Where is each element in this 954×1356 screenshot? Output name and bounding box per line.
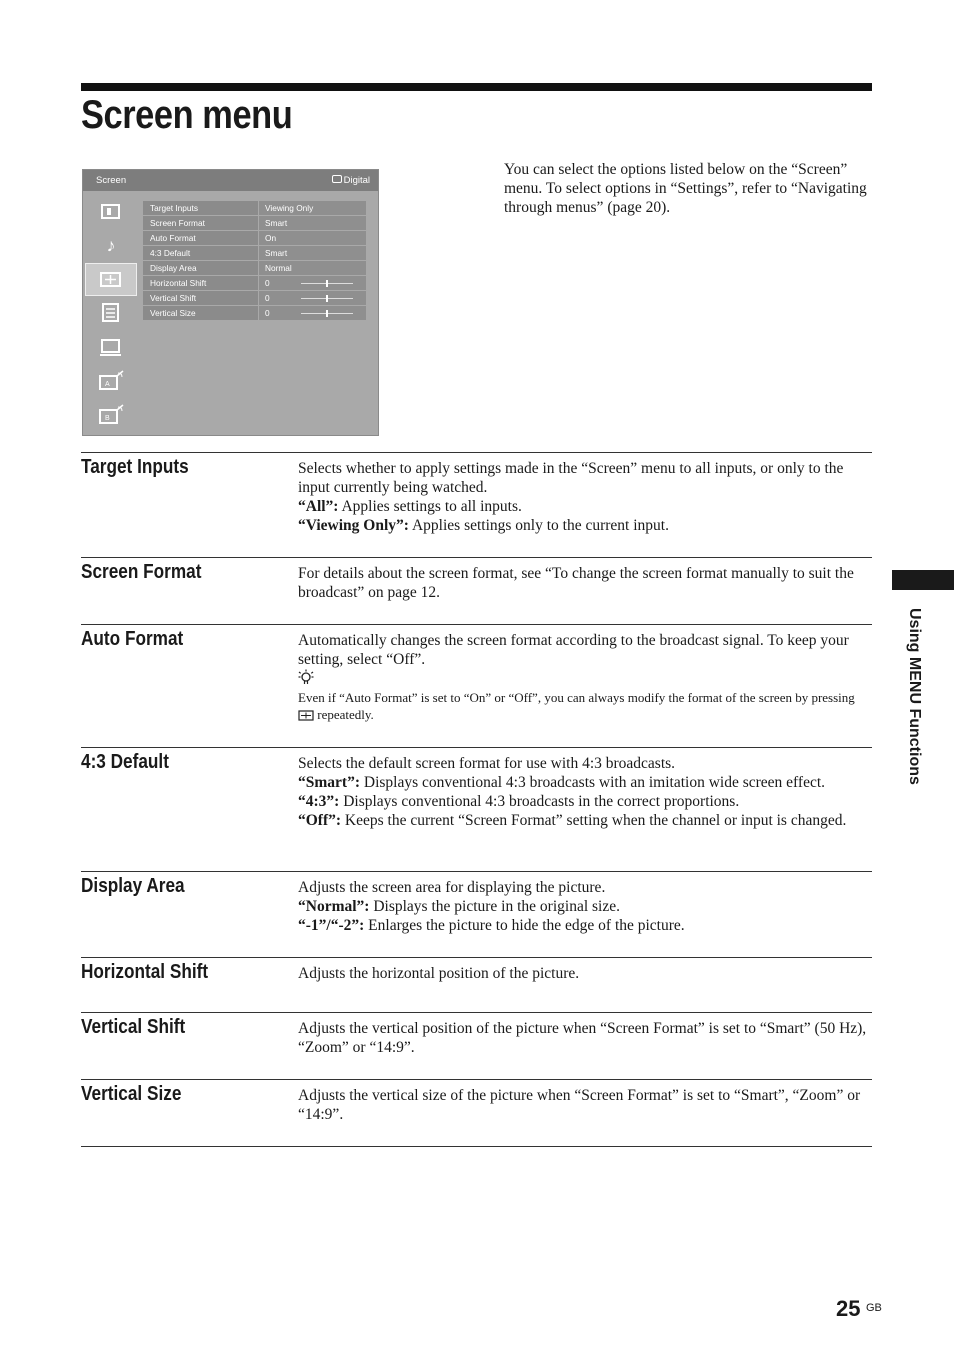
tv-row-name: Horizontal Shift [143,276,258,290]
sound-icon: ♪ [106,235,116,255]
entry-description [298,459,874,535]
tv-row-value: 0 [259,306,366,320]
tv-menu-source-label: Digital [343,175,370,186]
slider-thumb [326,310,328,317]
entry-text: For details about the screen format, see “To change the screen format manually to suit the broadcast” on page 12. [298,565,854,601]
svg-text:B: B [105,415,110,422]
entry-heading: Vertical Shift [81,1016,186,1038]
section-tab [892,570,954,590]
picture-icon [85,195,137,228]
tv-menu-row [143,231,366,245]
entry-heading: Display Area [81,875,185,897]
option-desc: Applies settings only to the current input. [408,517,669,534]
entry-text: Automatically changes the screen format according to the broadcast signal. To keep your setting, select “Off”. [298,632,849,668]
tv-row-value: Smart [259,216,366,230]
entry-text: Adjusts the horizontal position of the picture. [298,965,580,982]
entry-text: Selects whether to apply settings made in the “Screen” menu to all inputs, or only to the input currently being watched. [298,460,844,496]
tv-menu-header [83,170,378,191]
entry-vertical-size [81,1079,872,1123]
tv-row-value: On [259,231,366,245]
option-line [298,773,874,792]
slider-thumb [326,280,328,287]
settings-icon [85,297,137,330]
digital-icon [332,175,342,183]
screen-icon [85,263,137,296]
tv-row-value: Viewing Only [259,201,366,215]
option-label: “Viewing Only”: [298,517,409,534]
tv-row-value: Normal [259,261,366,275]
entry-text: Adjusts the screen area for displaying the picture. [298,879,606,896]
svg-text:A: A [105,381,110,388]
tv-a-icon [85,365,137,398]
tv-row-value: Smart [259,246,366,260]
option-label: “Normal”: [298,898,370,915]
slider-thumb [326,295,328,302]
option-line [298,497,874,516]
entry-text: Adjusts the vertical position of the picture when “Screen Format” is set to “Smart” (50 Hz), “Zoom” or “14:9”. [298,1020,867,1056]
entry-heading: 4:3 Default [81,751,169,773]
tv-row-value: 0 [259,291,366,305]
entry-description [298,754,874,830]
title-rule [81,83,872,91]
tv-menu-source [332,175,370,186]
option-line [298,811,874,830]
entry-4-3-default [81,747,872,829]
option-line [298,897,874,916]
option-desc: Applies settings to all inputs. [338,498,522,515]
tv-menu-row [143,276,366,290]
tv-menu-icon-column [85,195,137,433]
page-suffix: GB [866,1302,882,1314]
entry-vertical-shift [81,1012,872,1056]
tip-text-after: repeatedly. [317,707,374,722]
intro-text: You can select the options listed below on the “Screen” menu. To select options in “Settings”, refer to “Navigating through menus” (page 20). [504,161,867,216]
entry-heading: Auto Format [81,628,184,650]
tv-menu-rows [143,201,366,321]
entry-description [298,631,874,723]
tv-row-name: Auto Format [143,231,258,245]
option-label: “Off”: [298,812,342,829]
tv-b-icon [85,399,137,432]
tv-row-value: 0 [259,276,366,290]
option-desc: Keeps the current “Screen Format” setting when the channel or input is changed. [341,812,847,829]
section-label: Using MENU Functions [906,608,923,785]
tip-row [298,669,874,689]
entry-text: Adjusts the vertical size of the picture when “Screen Format” is set to “Smart”, “Zoom” or “14:9”. [298,1087,861,1123]
entry-description [298,878,874,935]
entry-text: Selects the default screen format for use with 4:3 broadcasts. [298,755,676,772]
tv-row-name: Target Inputs [143,201,258,215]
entry-heading: Horizontal Shift [81,961,209,983]
entry-screen-format [81,557,872,601]
option-line [298,792,874,811]
tv-menu-screenshot [82,169,379,436]
wide-mode-button-icon [298,710,314,721]
option-desc: Displays the picture in the original size. [369,898,620,915]
tv-row-name: Screen Format [143,216,258,230]
option-desc: Displays conventional 4:3 broadcasts in the correct proportions. [339,793,740,810]
tv-row-name: 4:3 Default [143,246,258,260]
entry-horizontal-shift [81,957,872,983]
option-desc: Displays conventional 4:3 broadcasts with an imitation wide screen effect. [360,774,826,791]
entry-target-inputs [81,452,872,534]
bottom-rule [81,1146,872,1147]
entry-heading: Target Inputs [81,456,189,478]
option-label: “4:3”: [298,793,340,810]
tv-menu-row [143,216,366,230]
entry-description [298,964,874,983]
entry-heading: Vertical Size [81,1083,182,1105]
tv-menu-row [143,291,366,305]
entry-description [298,1086,874,1124]
entry-description [298,1019,874,1057]
entry-description [298,564,874,602]
option-line [298,916,874,935]
option-line [298,516,874,535]
tv-menu-row [143,306,366,320]
tv-row-name: Vertical Shift [143,291,258,305]
option-label: “All”: [298,498,339,515]
entry-heading: Screen Format [81,561,202,583]
tv-menu-title: Screen [96,175,127,186]
tip-text-before: Even if “Auto Format” is set to “On” or “Off”, you can always modify the format of the screen by pressing [298,690,855,705]
pc-icon [85,331,137,364]
option-label: “Smart”: [298,774,360,791]
page-number: 25 [836,1296,861,1321]
entry-display-area [81,871,872,934]
tv-menu-row [143,261,366,275]
tv-row-name: Display Area [143,261,258,275]
tv-menu-row [143,201,366,215]
tv-row-name: Vertical Size [143,306,258,320]
entry-auto-format [81,624,872,722]
page-title: Screen menu [81,93,293,137]
tip-bulb-icon [298,669,314,685]
option-label: “-1”/“-2”: [298,917,365,934]
tip-text [298,689,874,723]
tv-menu-row [143,246,366,260]
option-desc: Enlarges the picture to hide the edge of the picture. [364,917,685,934]
